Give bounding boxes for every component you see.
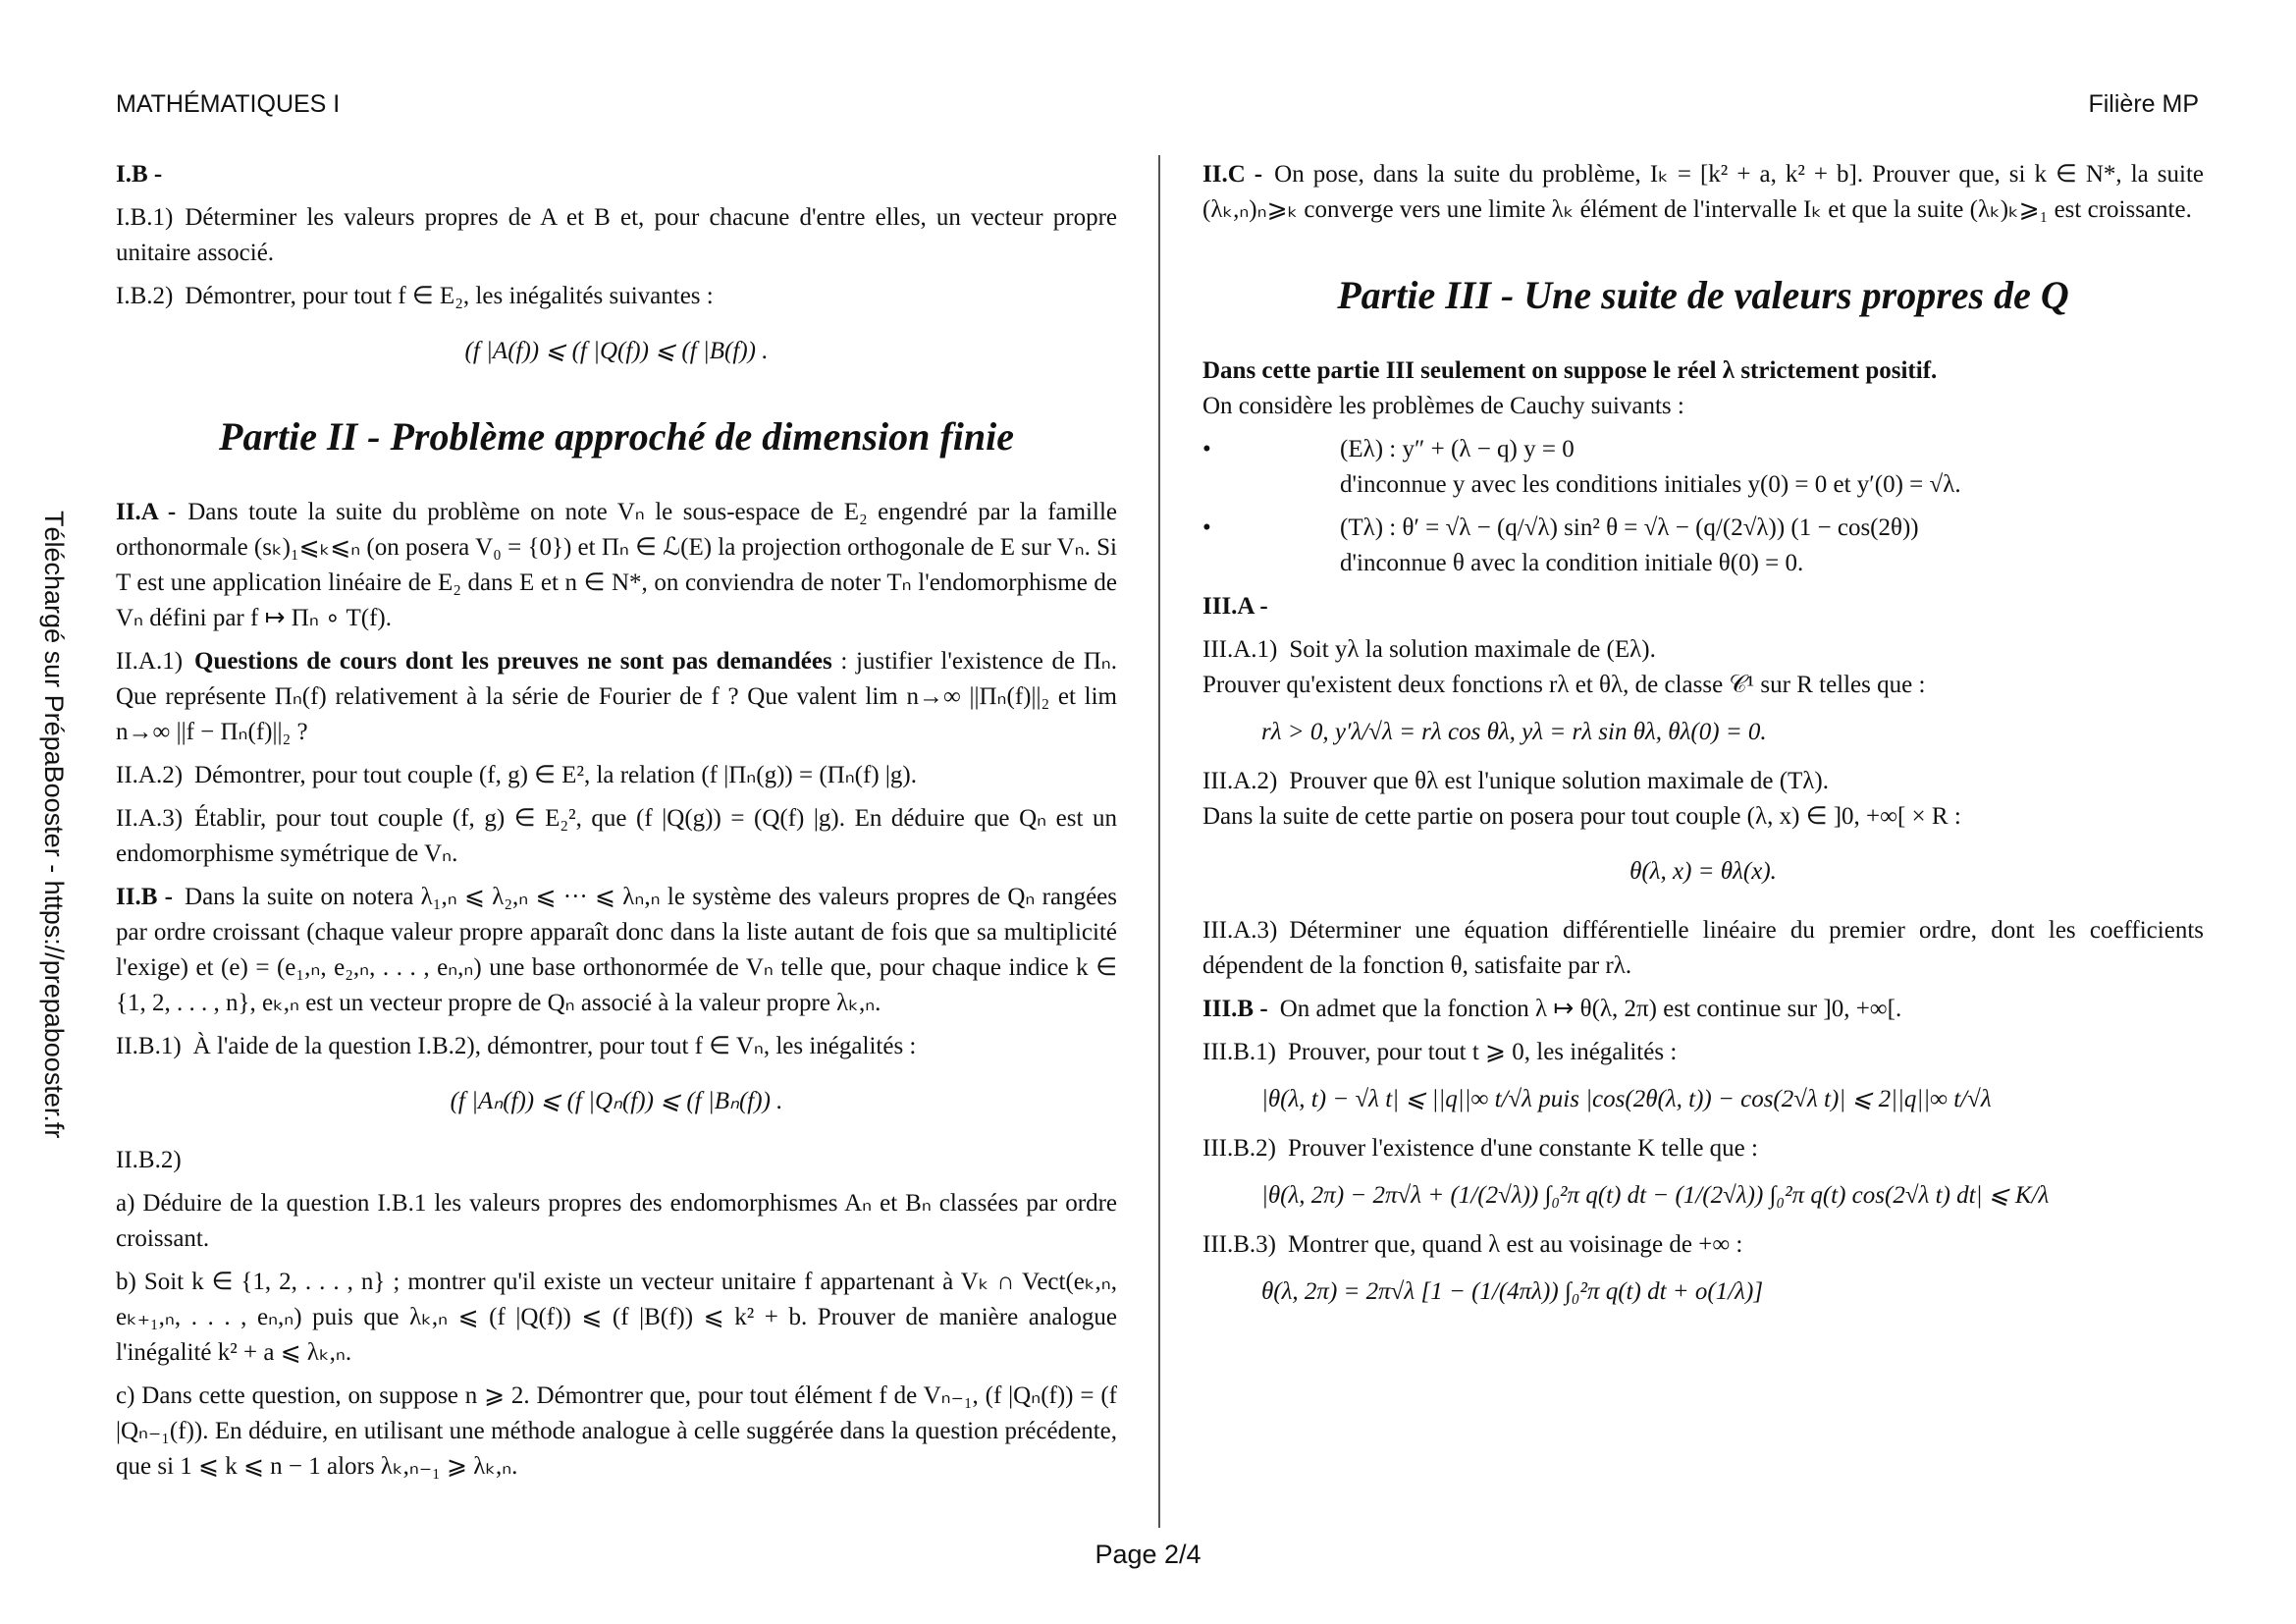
question-label: I.B.2) [116, 283, 174, 309]
question-label: I.B.1) [116, 204, 174, 231]
part2-title: Partie II - Problème approché de dimension finie [219, 414, 1014, 459]
cauchy-problem-T: • (Tλ) : θ′ = √λ − (q/√λ) sin² θ = √λ − (q/(2√λ)) (1 − cos(2θ)) [1202, 511, 2204, 546]
question-IIA2 [116, 758, 1117, 793]
question-IIB2a: a) Déduire de la question I.B.1 les valeurs propres des endomorphismes Aₙ et Bₙ classées par ordre croissant. [116, 1190, 1117, 1252]
section-IIA [116, 495, 1117, 636]
cauchy-problem-E: • (Eλ) : y″ + (λ − q) y = 0 [1202, 432, 2204, 467]
question-label: III.A.3) [1202, 917, 1278, 944]
equation-IIIB3: θ(λ, 2π) = 2π√λ [1 − (1/(4πλ)) ∫₀²π q(t) dt + o(1/λ)] [1261, 1278, 1764, 1305]
cauchy-problem-E-conditions: d'inconnue y avec les conditions initiales y(0) = 0 et y′(0) = √λ. [1340, 471, 1961, 498]
column-divider [1158, 155, 1160, 1528]
question-label: III.B.3) [1202, 1231, 1276, 1258]
section-text: On admet que la fonction λ ↦ θ(λ, 2π) est continue sur ]0, +∞[. [1279, 996, 1902, 1022]
question-label: III.B.1) [1202, 1039, 1276, 1065]
question-text: Démontrer, pour tout couple (f, g) ∈ E², la relation (f |Πₙ(g)) = (Πₙ(f) |g). [194, 762, 917, 788]
question-label: III.A.1) [1202, 636, 1278, 663]
side-watermark: Téléchargé sur PrépaBooster - https://prepabooster.fr [39, 511, 69, 1139]
question-text: Prouver l'existence d'une constante K telle que : [1287, 1135, 1758, 1162]
question-text: : justifier l'existence de Πₙ. Que représente Πₙ(f) relativement à la série de Fourier de f ? Que valent lim n→∞ ||Πₙ(f)||₂ et lim n→∞ ||f − Πₙ(f)||₂ ? [116, 648, 1117, 745]
section-text: Dans la suite on notera λ₁,ₙ ⩽ λ₂,ₙ ⩽ ··· ⩽ λₙ,ₙ le système des valeurs propres de Qₙ rangées par ordre croissant (chaque valeur propre apparaît donc dans la liste autant de fois que sa multiplicité l'exige) et (e) = (e₁,ₙ, e₂,ₙ, . . . , eₙ,ₙ) une base orthonormée de Vₙ telle que, pour chaque indice k ∈ {1, 2, . . . , n}, eₖ,ₙ est un vecteur propre de Qₙ associé à la valeur propre λₖ,ₙ. [116, 884, 1117, 1016]
cauchy-problem-T-conditions: d'inconnue θ avec la condition initiale θ(0) = 0. [1340, 550, 1804, 576]
question-label: III.A.2) [1202, 768, 1278, 794]
question-text: Démontrer, pour tout f ∈ E₂, les inégalités suivantes : [185, 283, 714, 309]
part3-hypothesis: Dans cette partie III seulement on suppose le réel λ strictement positif. [1202, 357, 1938, 384]
question-IIB2-label: II.B.2) [116, 1147, 182, 1173]
question-IB1 [116, 200, 1117, 271]
question-IIIB2 [1202, 1131, 2204, 1166]
question-label: II.A.2) [116, 762, 184, 788]
section-IIIB [1202, 992, 2204, 1027]
right-column [1202, 157, 2204, 1324]
question-IIIA1 [1202, 632, 2204, 668]
question-IIIB1 [1202, 1035, 2204, 1070]
part3-title: Partie III - Une suite de valeurs propres de Q [1337, 273, 2069, 317]
question-text: À l'aide de la question I.B.2), démontrer, pour tout f ∈ Vₙ, les inégalités : [192, 1033, 917, 1059]
equation-IB2: (f |A(f)) ⩽ (f |Q(f)) ⩽ (f |B(f)) . [464, 338, 769, 364]
question-label: III.B.2) [1202, 1135, 1276, 1162]
section-label: II.A - [116, 499, 177, 525]
section-IIB [116, 880, 1117, 1021]
question-label: II.B.1) [116, 1033, 182, 1059]
question-text: Établir, pour tout couple (f, g) ∈ E₂², que (f |Q(g)) = (Q(f) |g). En déduire que Qₙ est un endomorphisme symétrique de Vₙ. [116, 805, 1117, 867]
left-column [116, 157, 1117, 1492]
question-IIIA1-cont: Prouver qu'existent deux fonctions rλ et θλ, de classe 𝒞¹ sur R telles que : [1202, 672, 1926, 698]
header-subject: MATHÉMATIQUES I [116, 90, 341, 118]
question-IB2 [116, 279, 1117, 314]
question-text: Prouver que θλ est l'unique solution maximale de (Tλ). [1289, 768, 1829, 794]
question-label: II.A.3) [116, 805, 184, 832]
question-label: II.A.1) [116, 648, 184, 675]
question-IIB2b: b) Soit k ∈ {1, 2, . . . , n} ; montrer qu'il existe un vecteur unitaire f appartenant à Vₖ ∩ Vect(eₖ,ₙ, eₖ₊₁,ₙ, . . . , eₙ,ₙ) puis que λₖ,ₙ ⩽ (f |Q(f)) ⩽ (f |B(f)) ⩽ k² + b. Prouver de manière analogue l'inégalité k² + a ⩽ λₖ,ₙ. [116, 1269, 1117, 1366]
header-track: Filière MP [2088, 90, 2199, 118]
section-label: II.C - [1202, 161, 1263, 188]
section-text: On pose, dans la suite du problème, Iₖ = [k² + a, k² + b]. Prouver que, si k ∈ N*, la suite (λₖ,ₙ)ₙ⩾ₖ converge vers une limite λₖ élément de l'intervalle Iₖ et que la suite (λₖ)ₖ⩾₁ est croissante. [1202, 161, 2205, 223]
page-number: Page 2/4 [1095, 1540, 1201, 1569]
section-IB-title: I.B - [116, 161, 163, 188]
section-IIC [1202, 157, 2204, 228]
question-IIA3 [116, 801, 1117, 872]
question-bold: Questions de cours dont les preuves ne sont pas demandées [194, 648, 832, 675]
question-IIB2c: c) Dans cette question, on suppose n ⩾ 2. Démontrer que, pour tout élément f de Vₙ₋₁, (f |Qₙ(f)) = (f |Qₙ₋₁(f)). En déduire, en utilisant une méthode analogue à celle suggérée dans la question précédente, que si 1 ⩽ k ⩽ n − 1 alors λₖ,ₙ₋₁ ⩾ λₖ,ₙ. [116, 1382, 1117, 1480]
equation-IIIA1: rλ > 0, y′λ/√λ = rλ cos θλ, yλ = rλ sin θλ, θλ(0) = 0. [1261, 719, 1767, 745]
question-text: Déterminer les valeurs propres de A et B et, pour chacune d'entre elles, un vecteur propre unitaire associé. [116, 204, 1117, 266]
section-text: Dans toute la suite du problème on note Vₙ le sous-espace de E₂ engendré par la famille orthonormale (sₖ)₁⩽ₖ⩽ₙ (on posera V₀ = {0}) et Πₙ ∈ ℒ(E) la projection orthogonale de E sur Vₙ. Si T est une application linéaire de E₂ dans E et n ∈ N*, on conviendra de noter Tₙ l'endomorphisme de Vₙ défini par f ↦ Πₙ ∘ T(f). [116, 499, 1117, 631]
part3-intro: On considère les problèmes de Cauchy suivants : [1202, 393, 1684, 419]
question-IIIA2-cont: Dans la suite de cette partie on posera pour tout couple (λ, x) ∈ ]0, +∞[ × R : [1202, 803, 1961, 830]
question-text: Prouver, pour tout t ⩾ 0, les inégalités : [1287, 1039, 1678, 1065]
question-IIIA3 [1202, 913, 2204, 984]
section-label: II.B - [116, 884, 174, 910]
equation-IIB1: (f |Aₙ(f)) ⩽ (f |Qₙ(f)) ⩽ (f |Bₙ(f)) . [450, 1088, 783, 1114]
equation-IIIA2: θ(λ, x) = θλ(x). [1629, 858, 1777, 885]
section-label: III.B - [1202, 996, 1268, 1022]
question-IIB1 [116, 1029, 1117, 1064]
equation-IIIB2: |θ(λ, 2π) − 2π√λ + (1/(2√λ)) ∫₀²π q(t) dt − (1/(2√λ)) ∫₀²π q(t) cos(2√λ t) dt| ⩽ K/λ [1261, 1182, 2050, 1209]
question-IIIB3 [1202, 1227, 2204, 1263]
question-text: Soit yλ la solution maximale de (Eλ). [1289, 636, 1656, 663]
question-text: Déterminer une équation différentielle linéaire du premier ordre, dont les coefficients dépendent de la fonction θ, satisfaite par rλ. [1202, 917, 2204, 979]
question-text: Montrer que, quand λ est au voisinage de +∞ : [1287, 1231, 1743, 1258]
equation-IIIB1: |θ(λ, t) − √λ t| ⩽ ||q||∞ t/√λ puis |cos(2θ(λ, t)) − cos(2√λ t)| ⩽ 2||q||∞ t/√λ [1261, 1086, 1992, 1112]
section-IIIA-title: III.A - [1202, 593, 1268, 620]
question-IIIA2 [1202, 764, 2204, 799]
question-IIA1 [116, 644, 1117, 750]
